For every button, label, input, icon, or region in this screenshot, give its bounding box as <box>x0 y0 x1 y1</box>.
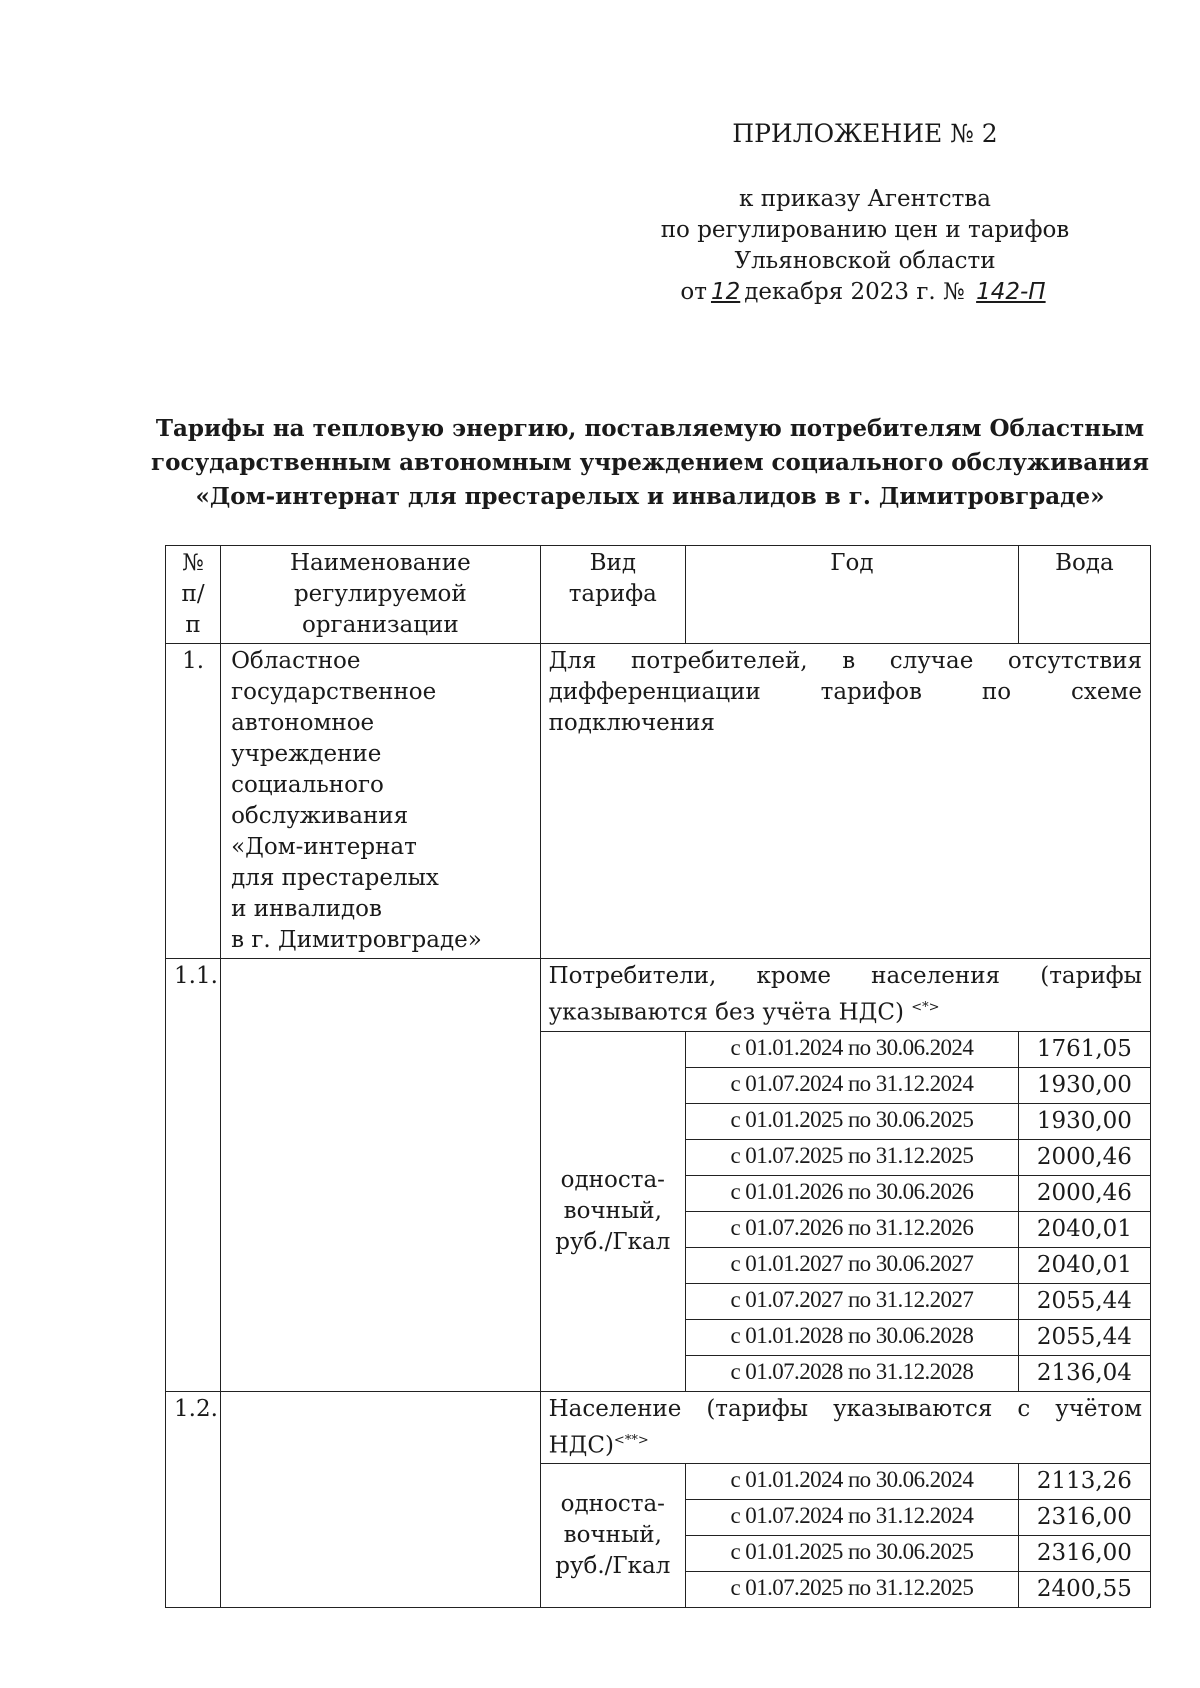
org-line: автономное <box>231 710 375 736</box>
date-prefix: от <box>680 279 707 305</box>
row11-desc-text: Потребители, кроме населения (тарифы указываются без учёта НДС) <box>548 963 1142 1026</box>
row11-footnote-mark: <*> <box>911 1000 940 1015</box>
value-cell: 2136,04 <box>1018 1355 1150 1391</box>
value-cell: 2316,00 <box>1018 1536 1150 1572</box>
row1-org <box>221 644 541 959</box>
value-cell: 1930,00 <box>1018 1103 1150 1139</box>
row12-desc-text: Население (тарифы указываются с учётом НДС) <box>548 1395 1142 1459</box>
order-reference-line-2: по регулированию цен и тарифов <box>660 217 1070 243</box>
order-reference-line-3: Ульяновской области <box>734 248 996 274</box>
row12-num: 1.2. <box>166 1391 221 1608</box>
org-line: обслуживания <box>231 803 409 829</box>
value-cell: 2113,26 <box>1018 1464 1150 1500</box>
table-row-1 <box>166 644 1151 959</box>
table-header-row <box>166 546 1151 644</box>
table-row-1-2 <box>166 1391 1151 1464</box>
kind-line: вочный, <box>563 1197 662 1224</box>
value-cell: 2000,46 <box>1018 1175 1150 1211</box>
period-cell: с 01.07.2027 по 31.12.2027 <box>686 1283 1019 1319</box>
period-cell: с 01.01.2027 по 30.06.2027 <box>686 1247 1019 1283</box>
value-cell: 2055,44 <box>1018 1319 1150 1355</box>
kind-line: односта- <box>560 1166 665 1193</box>
org-line: учреждение <box>231 741 382 767</box>
row12-tariff-kind <box>540 1464 685 1608</box>
value-cell: 2040,01 <box>1018 1247 1150 1283</box>
period-cell: с 01.07.2024 по 31.12.2024 <box>686 1500 1019 1536</box>
org-line: и инвалидов <box>231 896 382 922</box>
org-line: в г. Димитровграде» <box>231 927 482 953</box>
appendix-title: ПРИЛОЖЕНИЕ № 2 <box>732 119 998 148</box>
row1-num: 1. <box>166 644 221 959</box>
header-year: Год <box>686 546 1019 644</box>
kind-line: вочный, <box>563 1522 662 1549</box>
row11-org-empty <box>221 959 541 1392</box>
value-cell: 2040,01 <box>1018 1211 1150 1247</box>
row12-description <box>540 1391 1150 1464</box>
row11-tariff-kind <box>540 1031 685 1391</box>
row11-num: 1.1. <box>166 959 221 1392</box>
date-rest: декабря 2023 г. № <box>744 279 965 305</box>
header-kind: Вид тарифа <box>540 546 685 644</box>
order-date-line <box>600 277 1130 308</box>
value-cell: 2000,46 <box>1018 1139 1150 1175</box>
row12-footnote-mark: <**> <box>613 1432 649 1448</box>
value-cell: 1761,05 <box>1018 1031 1150 1067</box>
period-cell: с 01.01.2025 по 30.06.2025 <box>686 1536 1019 1572</box>
title-line-1: Тарифы на тепловую энергию, поставляемую потребителям Областным <box>155 415 1145 442</box>
value-cell: 2400,55 <box>1018 1572 1150 1608</box>
title-line-2: государственным автономным учреждением социального обслуживания <box>151 449 1149 476</box>
period-cell: с 01.01.2024 по 30.06.2024 <box>686 1031 1019 1067</box>
value-cell: 2316,00 <box>1018 1500 1150 1536</box>
handwritten-day: 12 <box>710 279 741 305</box>
row12-org-empty <box>221 1391 541 1608</box>
handwritten-order-number: 142-П <box>976 279 1046 305</box>
value-cell: 1930,00 <box>1018 1067 1150 1103</box>
document-title <box>150 412 1150 514</box>
order-reference-line-1: к приказу Агентства <box>739 186 991 212</box>
header-water: Вода <box>1018 546 1150 644</box>
period-cell: с 01.07.2025 по 31.12.2025 <box>686 1572 1019 1608</box>
period-cell: с 01.07.2026 по 31.12.2026 <box>686 1211 1019 1247</box>
org-line: Областное <box>231 648 361 674</box>
period-cell: с 01.07.2025 по 31.12.2025 <box>686 1139 1019 1175</box>
kind-line: руб./Гкал <box>555 1553 671 1580</box>
row1-description: Для потребителей, в случае отсутствия дифференциации тарифов по схеме подключения <box>540 644 1150 959</box>
org-line: для престарелых <box>231 865 439 891</box>
org-line: государственное <box>231 679 437 705</box>
table-row-1-1 <box>166 959 1151 1032</box>
period-cell: с 01.07.2024 по 31.12.2024 <box>686 1067 1019 1103</box>
period-cell: с 01.01.2025 по 30.06.2025 <box>686 1103 1019 1139</box>
period-cell: с 01.01.2026 по 30.06.2026 <box>686 1175 1019 1211</box>
row11-description <box>540 959 1150 1032</box>
kind-line: односта- <box>560 1491 665 1518</box>
period-cell: с 01.01.2028 по 30.06.2028 <box>686 1319 1019 1355</box>
org-line: «Дом-интернат <box>231 834 417 860</box>
period-cell: с 01.07.2028 по 31.12.2028 <box>686 1355 1019 1391</box>
header-org: Наименование регулируемой организации <box>221 546 541 644</box>
kind-line: руб./Гкал <box>555 1228 671 1255</box>
tariff-table <box>165 545 1151 1608</box>
value-cell: 2055,44 <box>1018 1283 1150 1319</box>
title-line-3: «Дом-интернат для престарелых и инвалидов в г. Димитровграде» <box>195 483 1105 510</box>
org-line: социального <box>231 772 384 798</box>
header-num: № п/п <box>166 546 221 644</box>
period-cell: с 01.01.2024 по 30.06.2024 <box>686 1464 1019 1500</box>
